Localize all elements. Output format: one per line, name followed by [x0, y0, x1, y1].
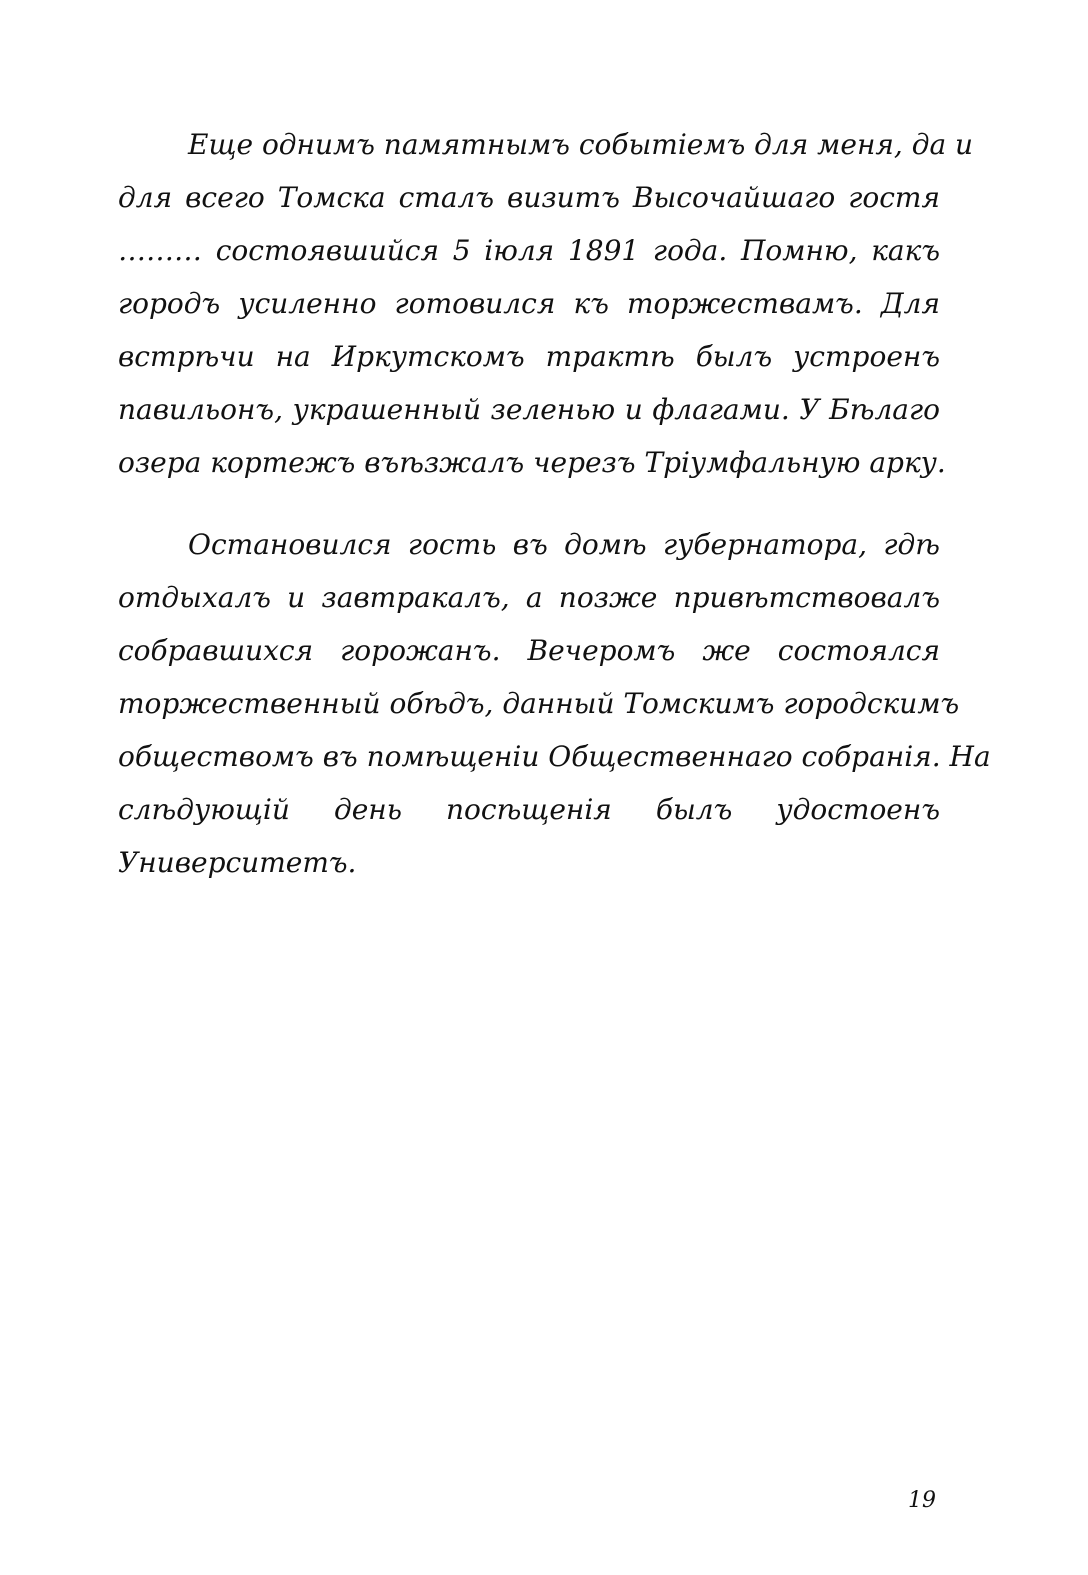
paragraph-line: отдыхалъ и завтракалъ, а позже привѣтствовалъ — [118, 581, 940, 614]
paragraph-line: Еще однимъ памятнымъ событіемъ для меня, да и — [188, 128, 974, 161]
paragraph-line: павильонъ, украшенный зеленью и флагами. У Бѣлаго — [118, 393, 940, 426]
paragraph-line: встрѣчи на Иркутскомъ трактѣ былъ устроенъ — [118, 340, 940, 373]
paragraph-line: ……… состоявшийся 5 іюля 1891 года. Помню, какъ — [118, 234, 940, 267]
paragraph-line: Остановился гость въ домѣ губернатора, гдѣ — [188, 528, 940, 561]
paragraph-line: озера кортежъ въѣзжалъ черезъ Тріумфальную арку. — [118, 446, 946, 479]
paragraph-line: слѣдующій день посѣщенія былъ удостоенъ — [118, 793, 940, 826]
paragraph-line: собравшихся горожанъ. Вечеромъ же состоялся — [118, 634, 940, 667]
paragraph-line: обществомъ въ помѣщеніи Общественнаго собранія. На — [118, 740, 991, 773]
paragraph-line: Университетъ. — [118, 846, 357, 879]
paragraph-line: торжественный обѣдъ, данный Томскимъ городскимъ — [118, 687, 960, 720]
paragraph-2 — [118, 518, 991, 889]
page-number: 19 — [908, 1488, 936, 1513]
paragraph-1 — [118, 118, 974, 489]
paragraph-line: для всего Томска сталъ визитъ Высочайшаго гостя — [118, 181, 940, 214]
paragraph-line: городъ усиленно готовился къ торжествамъ. Для — [118, 287, 940, 320]
